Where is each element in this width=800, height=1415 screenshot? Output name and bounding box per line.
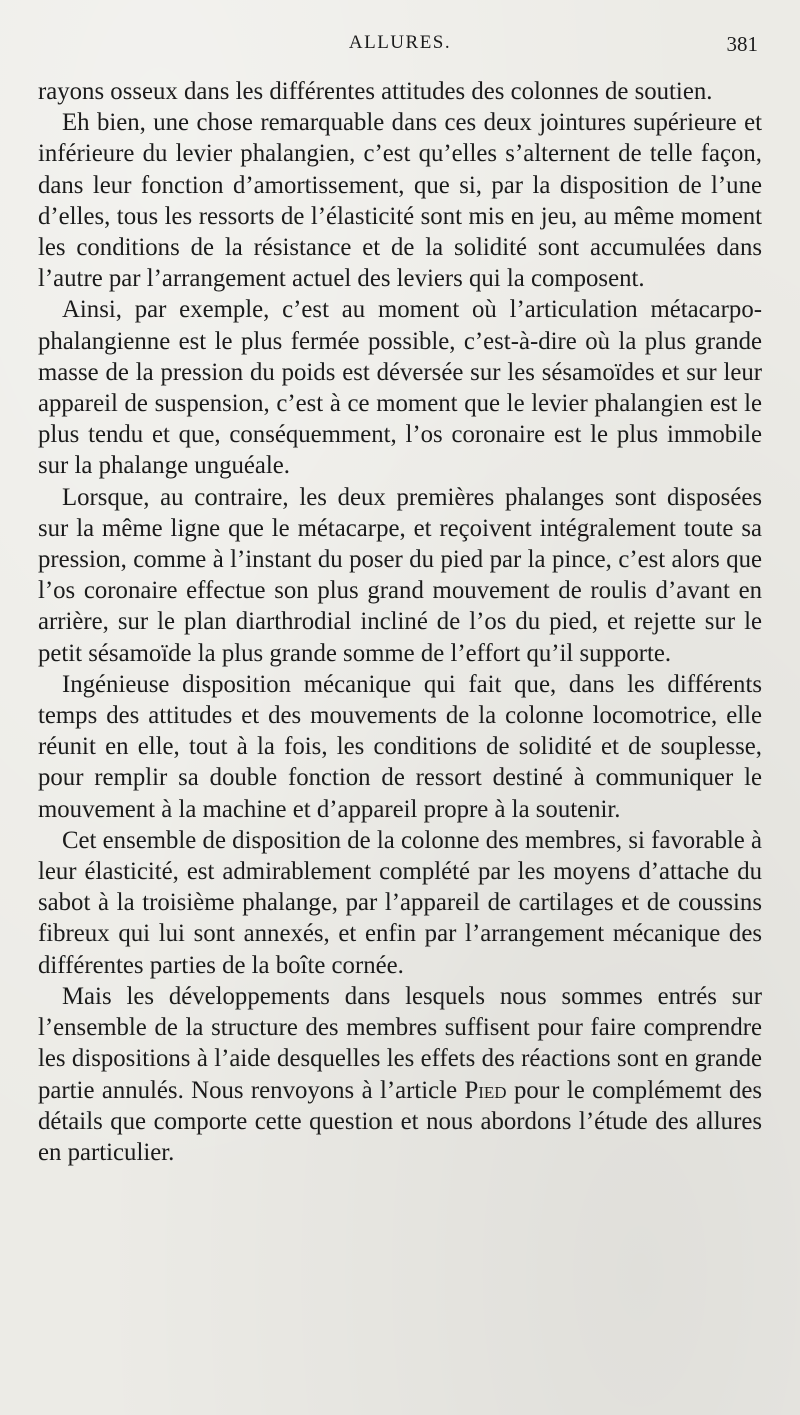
running-title: ALLURES.: [348, 32, 452, 53]
article-reference: Pied: [464, 1076, 507, 1104]
paragraph-text-before: Mais les développements dans lesquels nous sommes entrés sur l’ensemble de la structure des membres suffisent pour faire comprendre les dispositions à l’aide desquelles les effets des réactions sont en grande partie annulés. Nous renvoyons à l’article: [38, 982, 762, 1104]
paragraph-lorsque: Lorsque, au contraire, les deux premières phalanges sont disposées sur la même ligne que le métacarpe, et reçoivent intégralement toute sa pression, comme à l’instant du poser du pied par la pince, c’est alors que l’os coronaire effectue son plus grand mouvement de roulis d’avant en arrière, sur le plan diarthrodial incliné de l’os du pied, et rejette sur le petit sésamoïde la plus grande somme de l’effort qu’il supporte.: [38, 483, 762, 667]
paragraph-ensemble: Cet ensemble de disposition de la colonne des membres, si favorable à leur élasticité, est admirablement complété par les moyens d’attache du sabot à la troisième phalange, par l’appareil de cartilages et de coussins fibreux qui lui sont annexés, et enfin par l’arrangement mécanique des différentes parties de la boîte cornée.: [38, 826, 762, 979]
paragraph-ainsi: Ainsi, par exemple, c’est au moment où l’articulation métacarpo-phalangienne est le plus fermée possible, c’est-à-dire où la plus grande masse de la pression du poids est déversée sur les sésamoïdes et sur leur appareil de suspension, c’est à ce moment que le levier phalangien est le plus tendu et que, conséquemment, l’os coronaire est le plus immobile sur la phalange unguéale.: [38, 296, 762, 480]
page-number: 381: [726, 32, 758, 56]
paragraph-continuation: rayons osseux dans les différentes attitudes des colonnes de soutien.: [38, 78, 713, 105]
body-text: [38, 76, 762, 1168]
paragraph-developpements: [38, 981, 762, 1168]
paragraph-jointures: Eh bien, une chose remarquable dans ces deux jointures supérieure et inférieure du levier phalangien, c’est qu’elles s’alternent de telle façon, dans leur fonction d’amortissement, que si, par la disposition de l’une d’elles, tous les ressorts de l’élasticité sont mis en jeu, au même moment les conditions de la résistance et de la solidité sont accumulées dans l’autre par l’arrangement actuel des leviers qui la composent.: [38, 109, 762, 293]
paragraph-text-after: pour le complémemt des détails que comporte cette question et nous abordons l’étude des allures en particulier.: [38, 1076, 762, 1166]
paragraph-ingenieuse: Ingénieuse disposition mécanique qui fait que, dans les différents temps des attitudes et des mouvements de la colonne locomotrice, elle réunit en elle, tout à la fois, les conditions de solidité et de souplesse, pour remplir sa double fonction de ressort destiné à communiquer le mouvement à la machine et d’appareil propre à la soutenir.: [38, 670, 762, 823]
running-head: [38, 28, 762, 76]
